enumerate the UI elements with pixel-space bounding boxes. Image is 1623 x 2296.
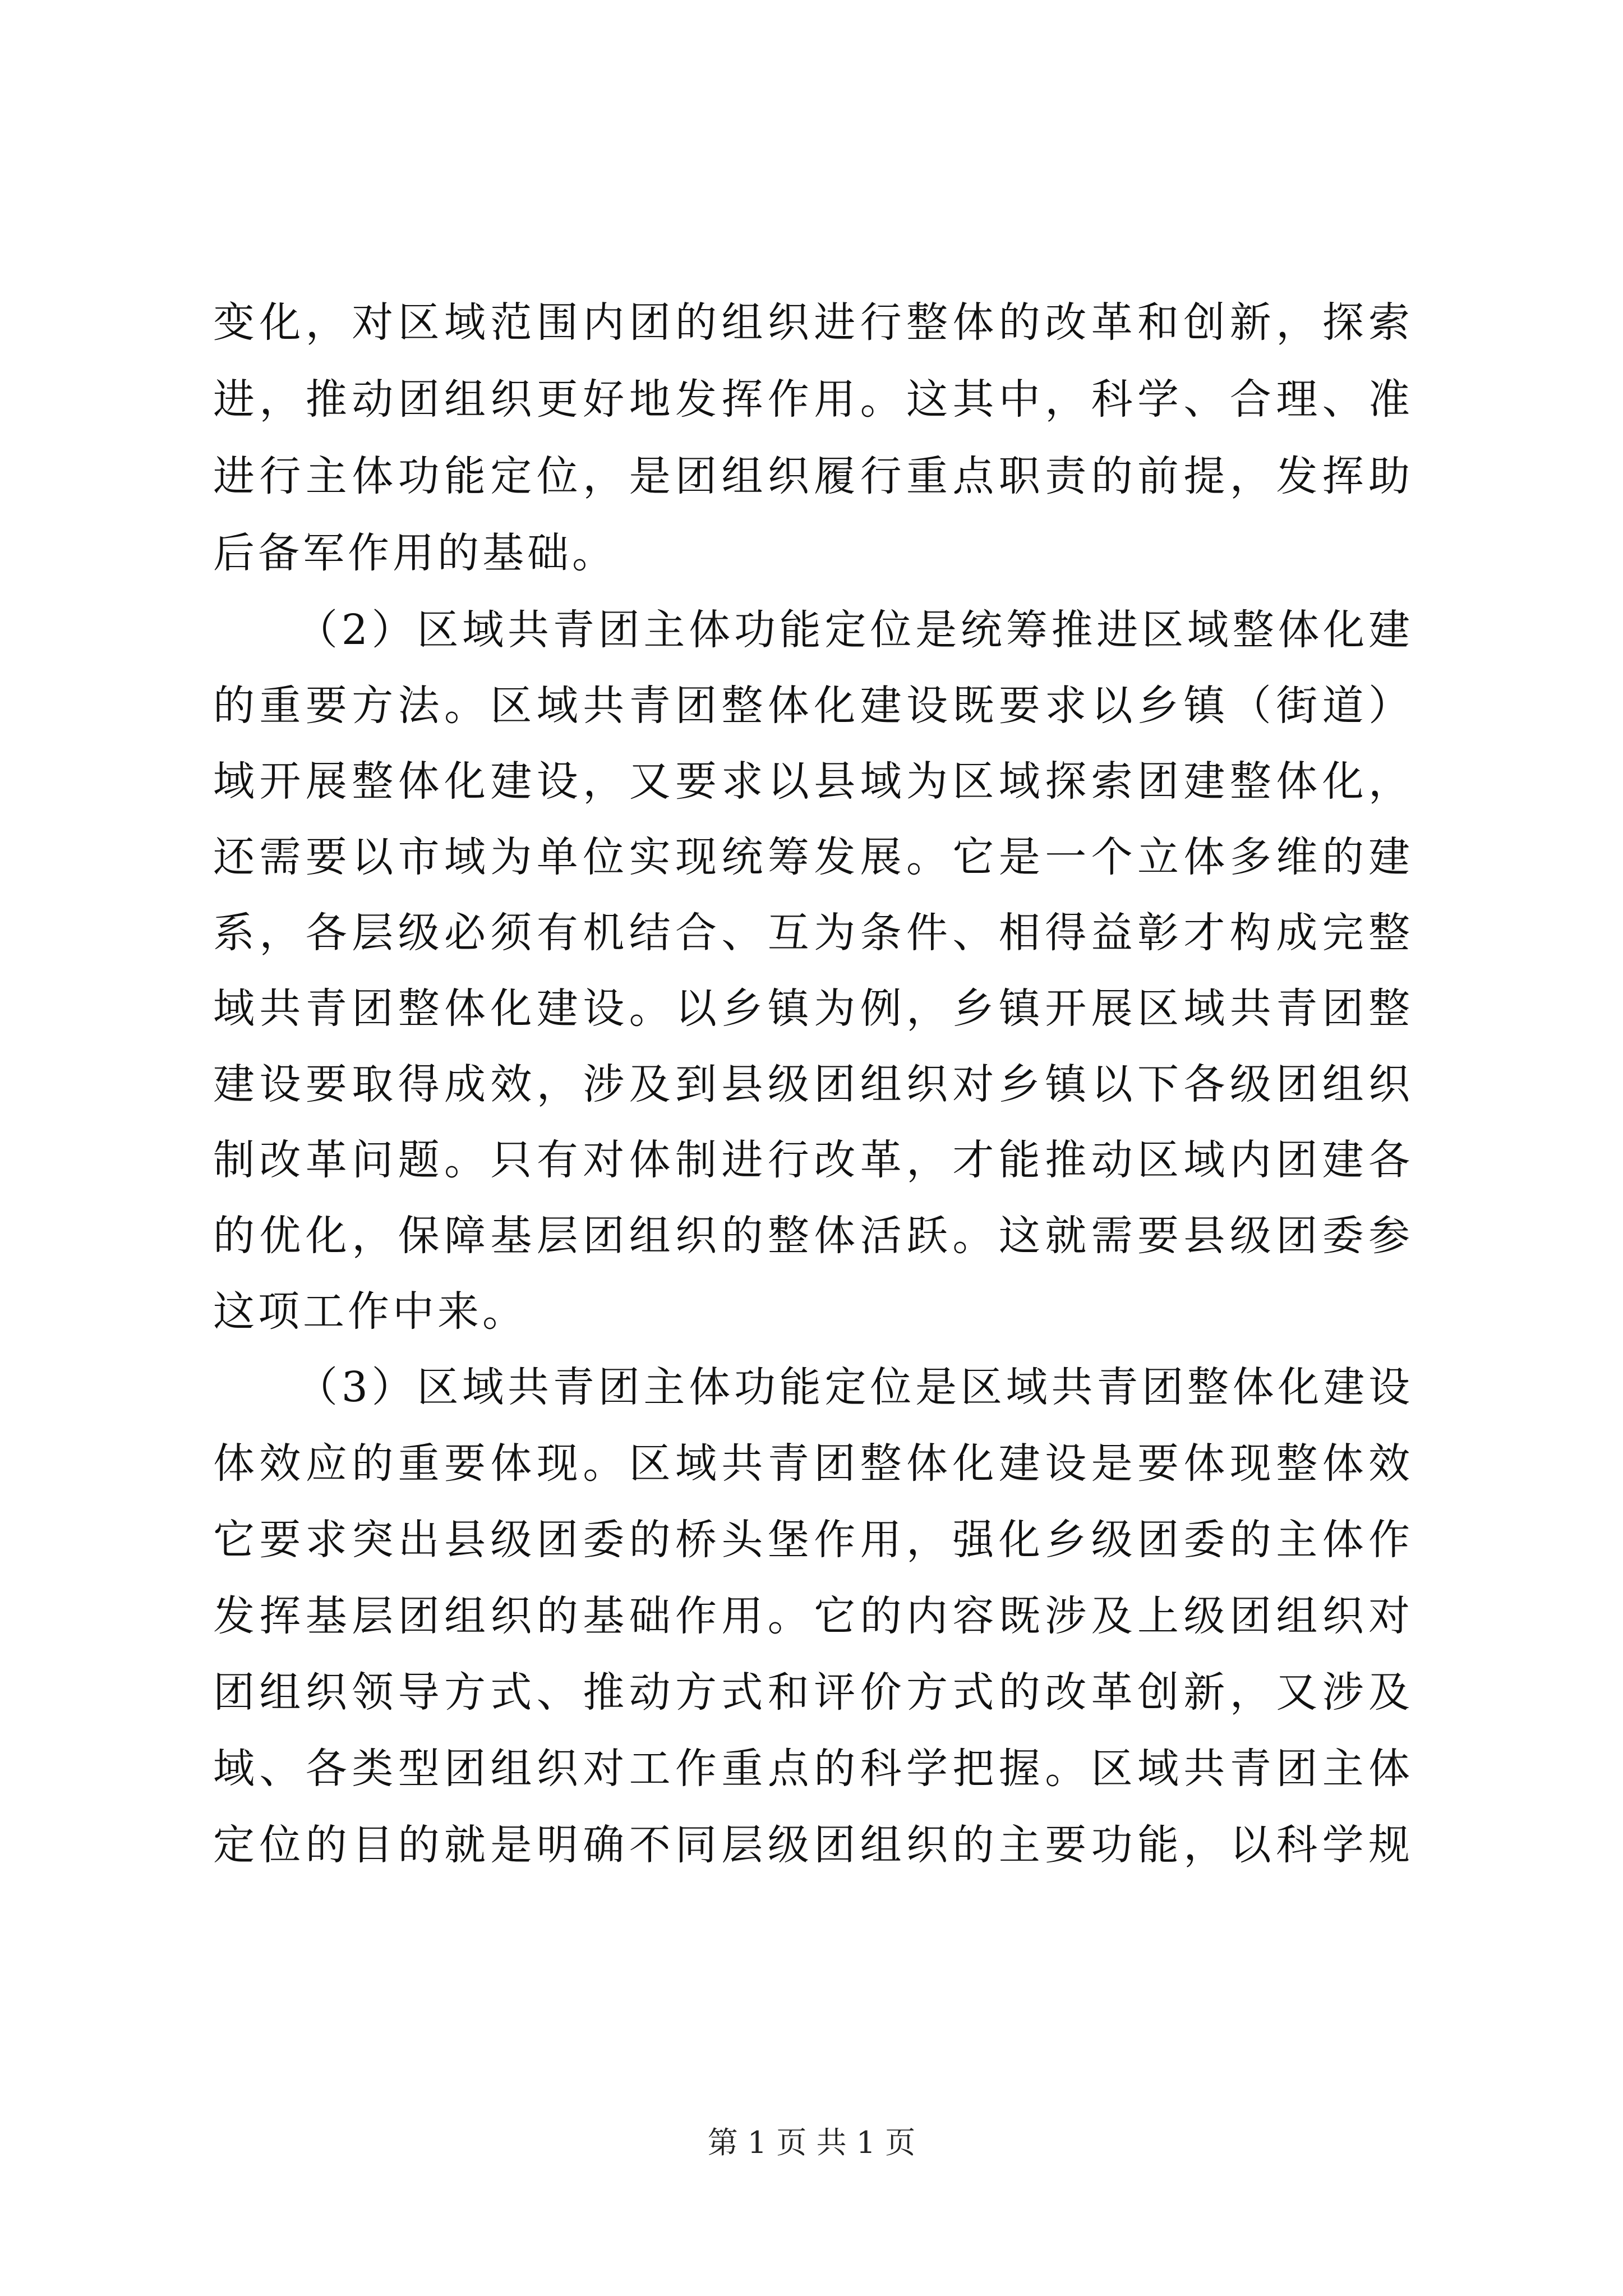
text-line: 体效应的重要体现。区域共青团整体化建设是要体现整体效 <box>213 1439 1413 1488</box>
text-line: 还需要以市域为单位实现统筹发展。它是一个立体多维的建 <box>213 833 1413 881</box>
text-line: 系，各层级必须有机结合、互为条件、相得益彰才构成完整 <box>213 909 1413 957</box>
text-line: 进，推动团组织更好地发挥作用。这其中，科学、合理、准 <box>213 375 1413 424</box>
text-line: 发挥基层团组织的基础作用。它的内容既涉及上级团组织对 <box>213 1592 1413 1640</box>
text-line: （3）区域共青团主体功能定位是区域共青团整体化建设 <box>296 1363 1413 1411</box>
page-number-footer: 第 1 页 共 1 页 <box>707 2125 916 2160</box>
text-line: 域开展整体化建设，又要求以县域为区域探索团建整体化， <box>213 757 1413 806</box>
text-line: 团组织领导方式、推动方式和评价方式的改革创新，又涉及 <box>213 1668 1413 1717</box>
text-line: （2）区域共青团主体功能定位是统筹推进区域整体化建 <box>296 606 1413 654</box>
text-line: 变化，对区域范围内团的组织进行整体的改革和创新，探索 <box>213 298 1413 347</box>
text-line: 它要求突出县级团委的桥头堡作用，强化乡级团委的主体作 <box>213 1516 1413 1564</box>
text-line: 制改革问题。只有对体制进行改革，才能推动区域内团建各 <box>213 1136 1413 1184</box>
paragraph-2 <box>213 602 1413 1340</box>
text-line: 定位的目的就是明确不同层级团组织的主要功能，以科学规 <box>213 1821 1413 1869</box>
text-line: 进行主体功能定位，是团组织履行重点职责的前提，发挥助 <box>213 452 1413 500</box>
paragraph-1 <box>213 295 1413 581</box>
paragraph-3 <box>213 1359 1413 1873</box>
document-body <box>213 295 1413 1893</box>
text-line: 后备军作用的基础。 <box>213 529 617 577</box>
text-line: 建设要取得成效，涉及到县级团组织对乡镇以下各级团组织 <box>213 1060 1413 1108</box>
text-line: 域、各类型团组织对工作重点的科学把握。区域共青团主体 <box>213 1745 1413 1793</box>
text-line: 的重要方法。区域共青团整体化建设既要求以乡镇（街道） <box>213 682 1413 730</box>
text-line: 的优化，保障基层团组织的整体活跃。这就需要县级团委参 <box>213 1212 1413 1260</box>
text-line: 域共青团整体化建设。以乡镇为例，乡镇开展区域共青团整 <box>213 984 1413 1033</box>
text-line: 这项工作中来。 <box>213 1287 527 1336</box>
